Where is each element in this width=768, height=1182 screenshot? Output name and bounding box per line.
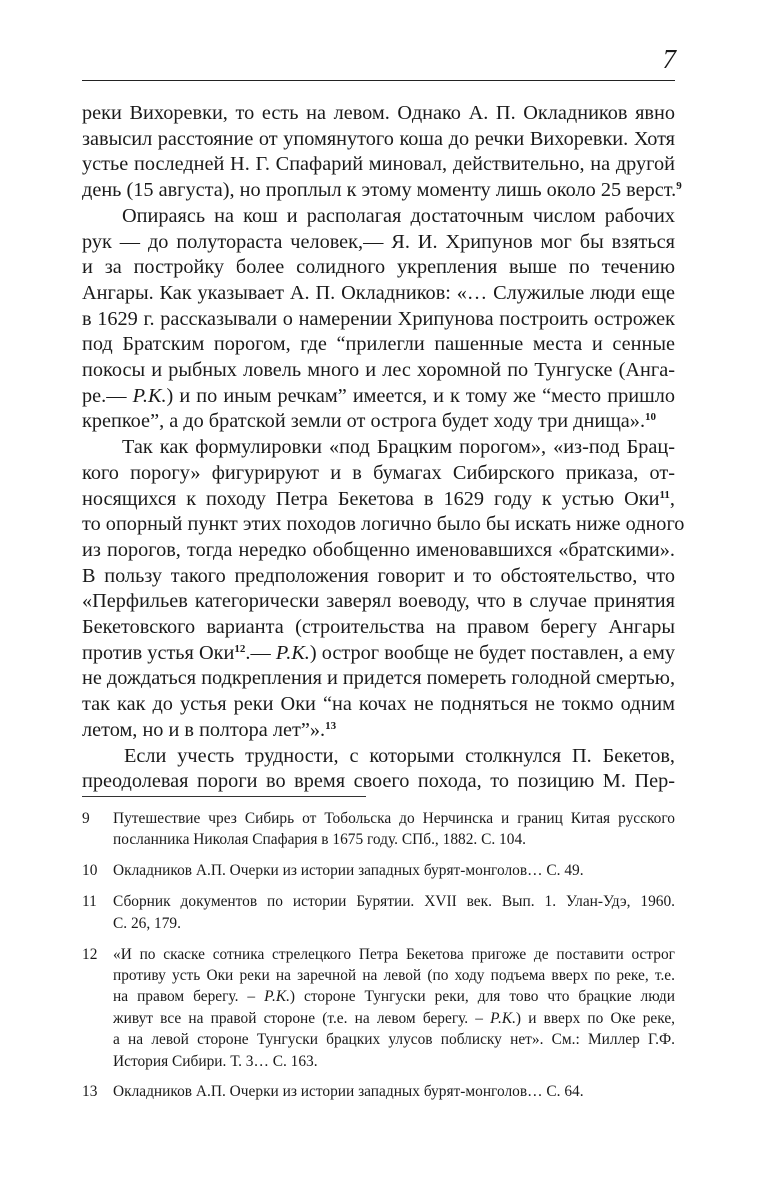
footnote-12 bbox=[82, 944, 675, 1072]
text-line: так как до устья реки Оки “на кочах не подняться не токмо одним bbox=[82, 693, 675, 716]
footnote-text: Сборник документов по истории Бурятии. XVII век. Вып. 1. Улан-Удэ, 1960. С. 26, 179. bbox=[113, 893, 675, 932]
text-line: реки Вихоревки, то есть на левом. Однако А. П. Окладников явно bbox=[82, 102, 675, 124]
text-line: под Братским порогом, где “прилегли пашенные места и сенные bbox=[82, 333, 675, 356]
footnote-text: Путешествие чрез Сибирь от Тобольска до Нерчинска и границ Китая русского посланника Николая Спафария в 1675 году. СПб., 1882. С. 104. bbox=[113, 810, 675, 849]
footnote-11 bbox=[82, 891, 675, 934]
header-rule bbox=[82, 80, 675, 81]
footnote-10 bbox=[82, 860, 675, 881]
text-line: Так как формулировки «под Брацким порогом», «из-под Брац- bbox=[122, 436, 675, 459]
text-line: преодолевая пороги во время своего похода, то позицию М. Пер- bbox=[82, 770, 675, 793]
footnote-number: 9 bbox=[82, 810, 90, 827]
footnote-marker[interactable]: 12 bbox=[234, 642, 246, 655]
text-line: Ангары. Как указывает А. П. Окладников: «… Служилые люди еще bbox=[82, 281, 675, 304]
author-initials: Р.К. bbox=[264, 988, 290, 1006]
text-line: день (15 августа), но проплыл к этому моменту лишь около 25 верст.$^9$ bbox=[82, 179, 682, 202]
text-line: из порогов, тогда нередко обобщенно именовавшихся «братскими». bbox=[82, 538, 675, 561]
text-line: в 1629 г. рассказывали о намерении Хрипунова построить острожек bbox=[82, 307, 675, 330]
text-line: то опорный пункт этих походов логично было бы искать ниже одного bbox=[82, 513, 685, 536]
text-line: Опираясь на кош и располагая достаточным числом рабочих bbox=[122, 204, 675, 227]
text-line: и за постройку более солидного укрепления выше по течению bbox=[82, 256, 675, 279]
text-line: носящихся к походу Петра Бекетова в 1629 году к устью Оки$^{11}$, bbox=[82, 487, 675, 510]
text-line: покосы и рыбных ловель много и лес хоромной по Тунгуске (Анга- bbox=[82, 359, 675, 382]
text-line: устье последней Н. Г. Спафарий миновал, действительно, на другой bbox=[82, 153, 675, 176]
footnote-text: Окладников А.П. Очерки из истории западных бурят-монголов… С. 49. bbox=[113, 862, 584, 880]
author-initials: Р.К. bbox=[275, 641, 310, 664]
footnote-marker[interactable]: 13 bbox=[325, 719, 337, 732]
text-line: В пользу такого предположения говорит и то обстоятельство, что bbox=[82, 564, 675, 587]
footnote-text: «И по скаске сотника стрелецкого Петра Бекетова пригоже де поставити острог противу усть Оки реки на заречной на левой (по ходу подъема вверх по реке, т.е. на правом берегу. – Р.К.) стороне Тунгуски реки, для тово что брацкие люди живут все на правой стороне (т.е. на левом берегу. – Р.К.) и вверх по Оке реке, а на левой стороне Тунгуски брацких улусов поблиску нет». См.: Миллер Г.Ф. История Сибири. Т. 3… С. 163. bbox=[113, 945, 675, 1070]
footnote-9 bbox=[82, 808, 675, 851]
text-line: не дождаться подкрепления и придется помереть голодной смертью, bbox=[82, 667, 676, 690]
text-line: Если учесть трудности, с которыми столкнулся П. Бекетов, bbox=[124, 744, 675, 767]
footnote-number: 10 bbox=[82, 862, 98, 880]
text-line: кого порогу» фигурируют и в бумагах Сибирского приказа, от- bbox=[82, 461, 675, 484]
footnote-marker[interactable]: 9 bbox=[676, 180, 682, 193]
author-initials: Р.К. bbox=[490, 1009, 516, 1027]
text-line: рук — до полутораста человек,— Я. И. Хрипунов мог бы взяться bbox=[82, 230, 675, 253]
footnote-number: 12 bbox=[82, 945, 98, 963]
footnote-marker[interactable]: 10 bbox=[645, 411, 657, 424]
text-line: ре.— Р.К.) и по иным речкам” имеется, и к тому же “место пришло bbox=[82, 384, 675, 407]
text-line: завысил расстояние от упомянутого коша до речки Вихоревки. Хотя bbox=[82, 127, 675, 150]
text-line: против устья Оки$^{12}$.— Р.К.) острог вообще не будет поставлен, а ему bbox=[82, 641, 676, 664]
text-line: крепкое”, а до братской земли от острога будет ходу три днища».$^{10}$ bbox=[82, 410, 657, 433]
footnotes bbox=[82, 808, 675, 1112]
footnote-number: 11 bbox=[82, 893, 97, 911]
footnote-13 bbox=[82, 1081, 675, 1102]
author-initials: Р.К. bbox=[132, 384, 167, 407]
footnote-marker[interactable]: 11 bbox=[659, 488, 670, 501]
footnote-separator bbox=[82, 796, 366, 797]
text-line: Бекетовского варианта (строительства на правом берегу Ангары bbox=[82, 616, 675, 639]
main-text bbox=[82, 101, 685, 795]
footnote-text: Окладников А.П. Очерки из истории западных бурят-монголов… С. 64. bbox=[113, 1083, 584, 1101]
page-number: 7 bbox=[662, 44, 676, 74]
text-line: «Перфильев категорически заверял воеводу, что в случае принятия bbox=[82, 590, 675, 613]
text-line: летом, но и в полтора лет”».$^{13}$ bbox=[82, 718, 337, 741]
footnote-number: 13 bbox=[82, 1083, 98, 1101]
